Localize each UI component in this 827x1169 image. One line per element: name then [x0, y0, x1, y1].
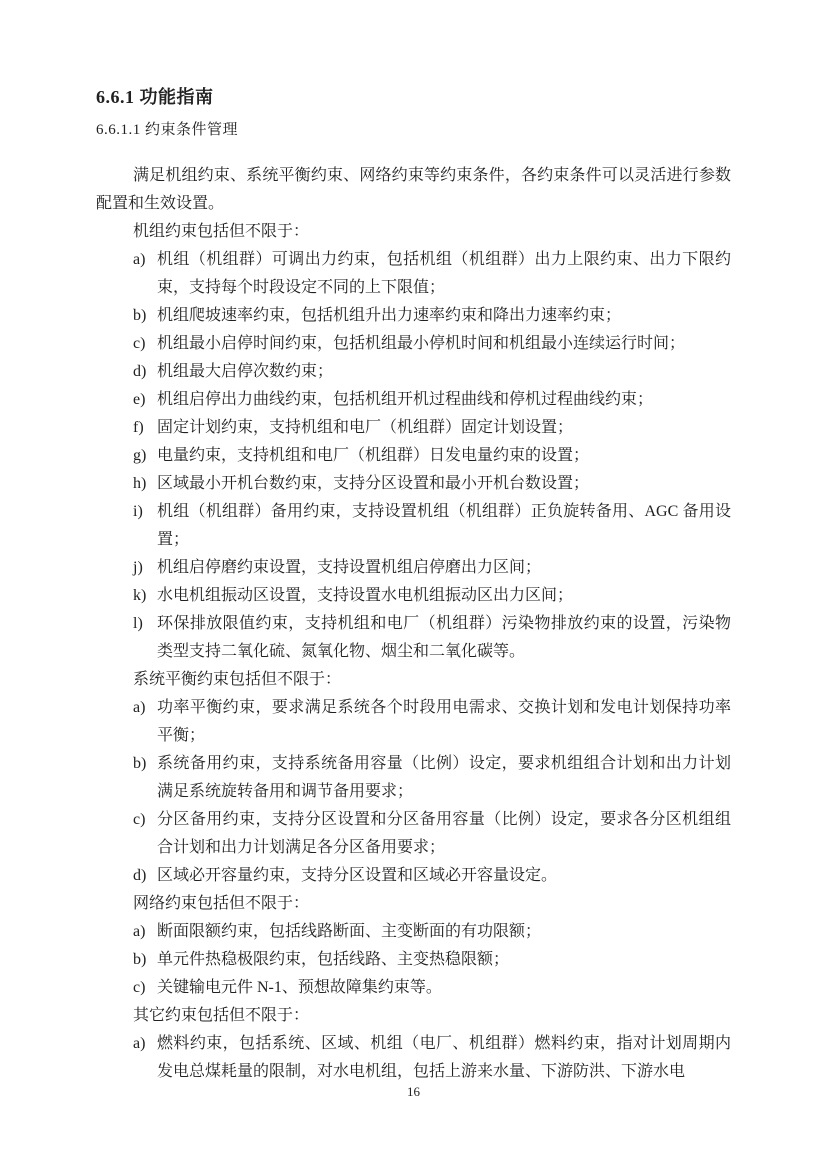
list-item: [96, 330, 731, 358]
list-item-marker: d): [133, 363, 147, 380]
list-item-marker: i): [133, 503, 143, 520]
list-item: [96, 358, 731, 386]
page-number: 16: [407, 1084, 420, 1099]
section-lead: 其它约束包括但不限于：: [133, 1007, 310, 1024]
list-item-text: 分区备用约束，支持分区设置和分区备用容量（比例）设定，要求各分区机组组合计划和出力计划满足各分区备用要求；: [157, 811, 731, 856]
list-item-marker: b): [133, 755, 147, 772]
list-item-text: 关键输电元件 N-1、预想故障集约束等。: [157, 979, 442, 996]
list-item: [96, 386, 731, 414]
list-item-marker: d): [133, 867, 147, 884]
list-item-marker: h): [133, 475, 147, 492]
list-item: [96, 694, 731, 750]
list-item-text: 机组（机组群）可调出力约束，包括机组（机组群）出力上限约束、出力下限约束，支持每个时段设定不同的上下限值；: [157, 251, 731, 296]
list-item-text: 机组最大启停次数约束；: [157, 363, 334, 380]
list-item-marker: c): [133, 335, 146, 352]
list-item-marker: f): [133, 419, 144, 436]
list-item-marker: a): [133, 923, 146, 940]
list-item-marker: l): [133, 615, 143, 632]
list-item-text: 机组爬坡速率约束，包括机组升出力速率约束和降出力速率约束；: [157, 307, 622, 324]
constraint-section: [96, 218, 731, 666]
list-item-text: 环保排放限值约束，支持机组和电厂（机组群）污染物排放约束的设置，污染物类型支持二氧化硫、氮氧化物、烟尘和二氧化碳等。: [157, 615, 731, 660]
list-item-marker: b): [133, 951, 147, 968]
list-item-text: 系统备用约束，支持系统备用容量（比例）设定，要求机组组合计划和出力计划满足系统旋转备用和调节备用要求；: [157, 755, 731, 800]
list-item: [96, 246, 731, 302]
list-item-marker: a): [133, 699, 146, 716]
list-item-marker: e): [133, 391, 146, 408]
constraint-section: [96, 666, 731, 890]
list-item: [96, 414, 731, 442]
list-item: [96, 806, 731, 862]
constraint-section: [96, 1002, 731, 1086]
list-item-text: 机组启停磨约束设置，支持设置机组启停磨出力区间；: [157, 559, 542, 576]
constraint-list: [96, 1030, 731, 1086]
section-lead: 网络约束包括但不限于：: [133, 895, 310, 912]
list-item: [96, 750, 731, 806]
list-item-text: 固定计划约束，支持机组和电厂（机组群）固定计划设置；: [157, 419, 574, 436]
list-item: [96, 302, 731, 330]
list-item: [96, 610, 731, 666]
constraint-list: [96, 694, 731, 890]
list-item: [96, 974, 731, 1002]
list-item-text: 机组启停出力曲线约束，包括机组开机过程曲线和停机过程曲线约束；: [157, 391, 654, 408]
list-item: [96, 498, 731, 554]
list-item: [96, 554, 731, 582]
list-item-text: 区域最小开机台数约束，支持分区设置和最小开机台数设置；: [157, 475, 590, 492]
list-item-marker: g): [133, 447, 147, 464]
section-heading: 6.6.1 功能指南: [96, 87, 214, 107]
subsection-heading: 6.6.1.1 约束条件管理: [96, 122, 239, 138]
list-item-marker: k): [133, 587, 147, 604]
section-lead: 系统平衡约束包括但不限于：: [133, 671, 342, 688]
list-item-text: 区域必开容量约束，支持分区设置和区域必开容量设定。: [157, 867, 558, 884]
constraint-section: [96, 890, 731, 1002]
list-item-text: 功率平衡约束，要求满足系统各个时段用电需求、交换计划和发电计划保持功率平衡；: [157, 699, 731, 744]
section-lead: 机组约束包括但不限于：: [133, 223, 310, 240]
list-item-text: 水电机组振动区设置，支持设置水电机组振动区出力区间；: [157, 587, 574, 604]
list-item: [96, 1030, 731, 1086]
list-item-text: 单元件热稳极限约束，包括线路、主变热稳限额；: [157, 951, 510, 968]
list-item: [96, 582, 731, 610]
list-item-marker: j): [133, 559, 143, 576]
list-item: [96, 862, 731, 890]
list-item: [96, 918, 731, 946]
list-item-marker: a): [133, 251, 146, 268]
list-item-text: 断面限额约束，包括线路断面、主变断面的有功限额；: [157, 923, 542, 940]
list-item: [96, 946, 731, 974]
list-item-text: 机组最小启停时间约束，包括机组最小停机时间和机组最小连续运行时间；: [157, 335, 686, 352]
document-content: [96, 86, 731, 1086]
list-item-marker: c): [133, 979, 146, 996]
list-item: [96, 470, 731, 498]
intro-paragraph: 满足机组约束、系统平衡约束、网络约束等约束条件，各约束条件可以灵活进行参数配置和生效设置。: [96, 167, 731, 212]
list-item-marker: c): [133, 811, 146, 828]
constraint-list: [96, 918, 731, 1002]
list-item-text: 电量约束，支持机组和电厂（机组群）日发电量约束的设置；: [157, 447, 590, 464]
constraint-list: [96, 246, 731, 666]
list-item-text: 机组（机组群）备用约束，支持设置机组（机组群）正负旋转备用、AGC 备用设置；: [157, 503, 731, 548]
list-item-text: 燃料约束，包括系统、区域、机组（电厂、机组群）燃料约束，指对计划周期内发电总煤耗量的限制，对水电机组，包括上游来水量、下游防洪、下游水电: [157, 1035, 731, 1080]
list-item-marker: a): [133, 1035, 146, 1052]
list-item-marker: b): [133, 307, 147, 324]
list-item: [96, 442, 731, 470]
constraint-sections: [96, 218, 731, 1086]
